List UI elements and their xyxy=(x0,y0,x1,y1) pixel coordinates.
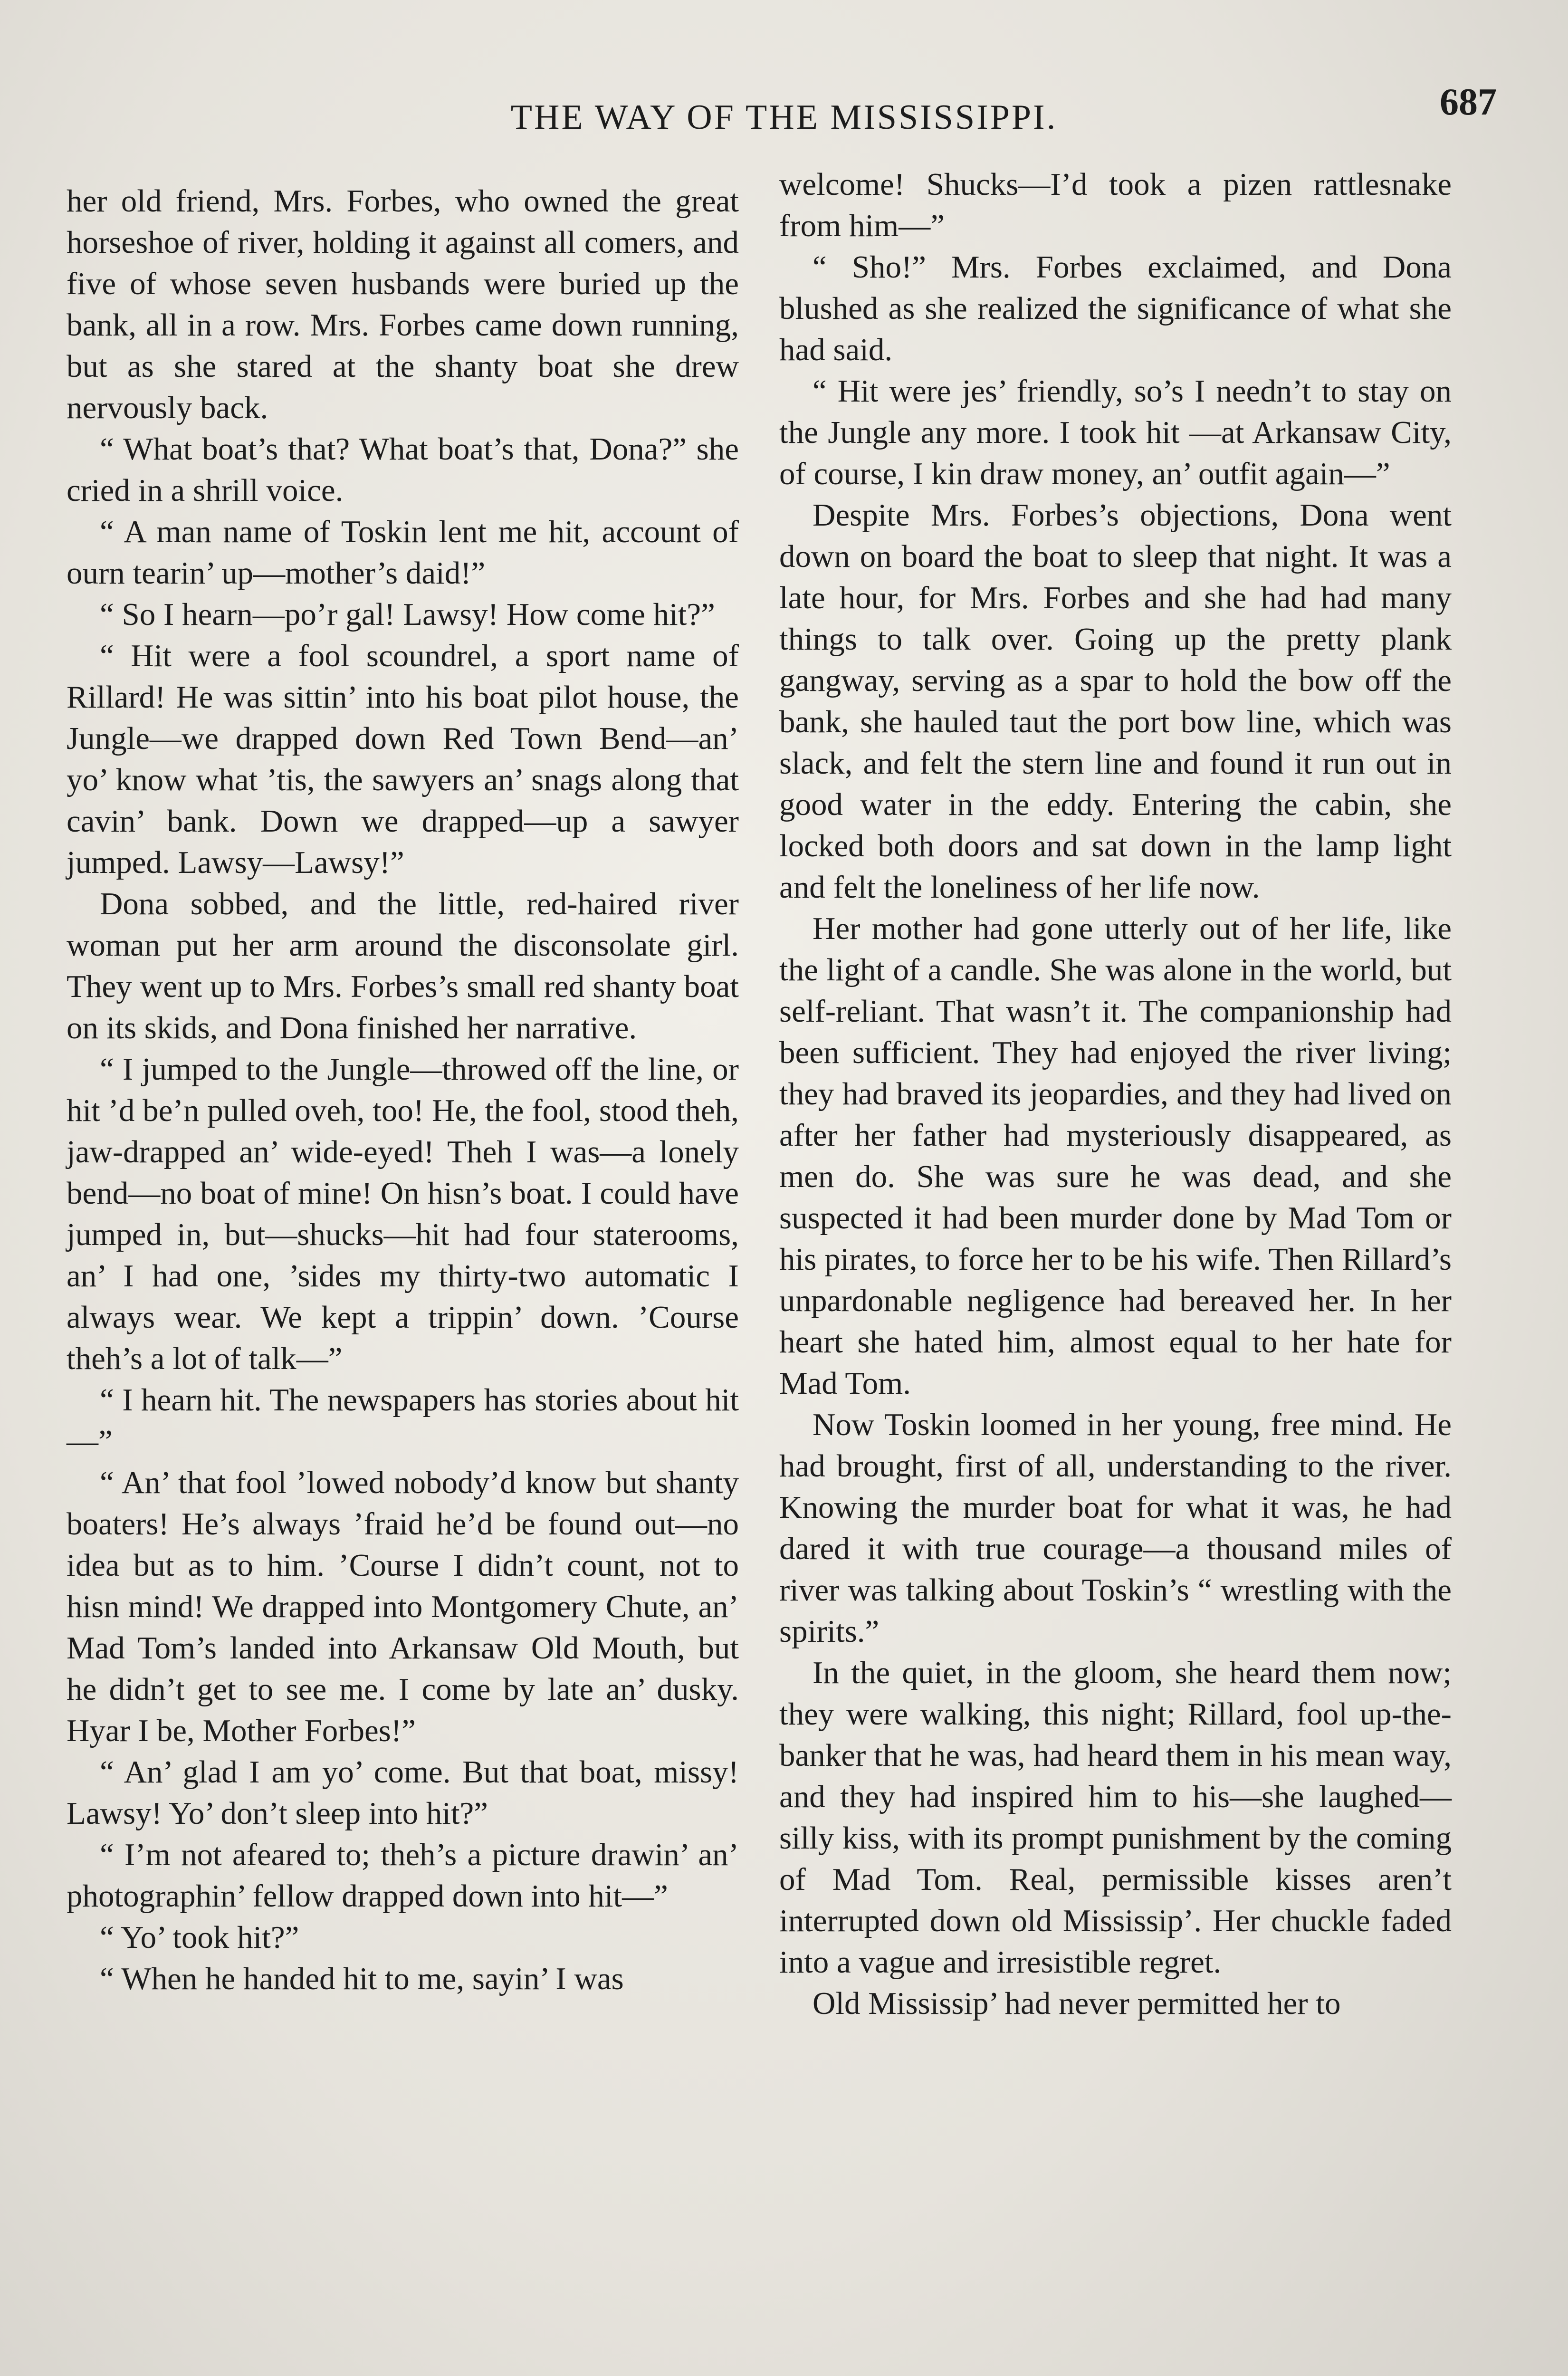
paragraph: In the quiet, in the gloom, she heard them now; they were walking, this night; Rillard, fool up-the-banker that he was, had heard them in his mean way, and they had inspired him to his—she laughed—silly kiss, with its prompt punishment by the coming of Mad Tom. Real, permissible kisses aren’t interrupted down old Mississip’. Her chuckle faded into a vague and irresistible regret. xyxy=(779,1655,1452,1980)
paragraph: “ An’ glad I am yo’ come. But that boat, missy! Lawsy! Yo’ don’t sleep into hit?” xyxy=(67,1754,739,1831)
paragraph: Old Mississip’ had never permitted her to xyxy=(813,1986,1341,2021)
paragraph: “ I’m not afeared to; theh’s a picture drawin’ an’ photographin’ fellow drapped down into hit—” xyxy=(67,1837,739,1914)
paragraph: Her mother had gone utterly out of her life, like the light of a candle. She was alone in the world, but self-reliant. That wasn’t it. The companionship had been sufficient. They had enjoyed the river living; they had braved its jeopardies, and they had lived on after her father had mysteriously disappeared, as men do. She was sure he was dead, and she suspected it had been murder done by Mad Tom or his pirates, to force her to be his wife. Then Rillard’s unpardonable negligence had bereaved her. In her heart she hated him, almost equal to her hate for Mad Tom. xyxy=(779,911,1452,1401)
paragraph: her old friend, Mrs. Forbes, who owned the great horseshoe of river, holding it against all comers, and five of whose seven husbands were buried up the bank, all in a row. Mrs. Forbes came down running, but as she stared at the shanty boat she drew nervously back. xyxy=(67,183,739,425)
paragraph: “ I jumped to the Jungle—throwed off the line, or hit ’d be’n pulled oveh, too! He, the fool, stood theh, jaw-drapped an’ wide-eyed! Theh I was—a lonely bend—no boat of mine! On hisn’s boat. I could have jumped in, but—shucks—hit had four staterooms, an’ I had one, ’sides my thirty-two automatic I always wear. We kept a trippin’ down. ’Course theh’s a lot of talk—” xyxy=(67,1052,739,1376)
paragraph: “ An’ that fool ’lowed nobody’d know but shanty boaters! He’s always ’fraid he’d be found out—no idea but as to him. ’Course I didn’t count, not to hisn mind! We drapped into Montgomery Chute, an’ Mad Tom’s landed into Arkansaw Old Mouth, but he didn’t get to see me. I come by late an’ dusky. Hyar I be, Mother Forbes!” xyxy=(67,1465,739,1748)
paragraph: “ Sho!” Mrs. Forbes exclaimed, and Dona blushed as she realized the significance of what she had said. xyxy=(779,249,1452,367)
paragraph: “ Yo’ took hit?” xyxy=(100,1920,299,1955)
right-column xyxy=(779,164,1452,2024)
left-column xyxy=(67,181,739,2000)
page-number: 687 xyxy=(1440,81,1497,123)
running-head: THE WAY OF THE MISSISSIPPI. xyxy=(510,98,1058,137)
paragraph: “ A man name of Toskin lent me hit, account of ourn tearin’ up—mother’s daid!” xyxy=(67,514,739,591)
paragraph: Now Toskin loomed in her young, free mind. He had brought, first of all, understanding to the river. Knowing the murder boat for what it was, he had dared it with true courage—a thousand miles of river was talking about Toskin’s “ wrestling with the spirits.” xyxy=(779,1407,1452,1649)
paragraph: welcome! Shucks—I’d took a pizen rattlesnake from him—” xyxy=(779,167,1452,243)
paragraph: Dona sobbed, and the little, red-haired river woman put her arm around the disconsolate girl. They went up to Mrs. Forbes’s small red shanty boat on its skids, and Dona finished her narrative. xyxy=(67,886,739,1045)
paragraph: “ What boat’s that? What boat’s that, Dona?” she cried in a shrill voice. xyxy=(67,431,739,508)
paragraph: “ Hit were a fool scoundrel, a sport name of Rillard! He was sittin’ into his boat pilot house, the Jungle—we drapped down Red Town Bend—an’ yo’ know what ’tis, the sawyers an’ snags along that cavin’ bank. Down we drapped—up a sawyer jumped. Lawsy—Lawsy!” xyxy=(67,638,739,880)
paragraph: “ When he handed hit to me, sayin’ I was xyxy=(100,1961,624,1996)
paragraph: Despite Mrs. Forbes’s objections, Dona went down on board the boat to sleep that night. It was a late hour, for Mrs. Forbes and she had had many things to talk over. Going up the pretty plank gangway, serving as a spar to hold the bow off the bank, she hauled taut the port bow line, which was slack, and felt the stern line and found it run out in good water in the eddy. Entering the cabin, she locked both doors and sat down in the lamp light and felt the loneliness of her life now. xyxy=(779,498,1452,905)
paragraph: “ So I hearn—po’r gal! Lawsy! How come hit?” xyxy=(100,597,715,632)
paragraph: “ I hearn hit. The newspapers has stories about hit—” xyxy=(67,1382,739,1459)
paragraph: “ Hit were jes’ friendly, so’s I needn’t to stay on the Jungle any more. I took hit —at Arkansaw City, of course, I kin draw money, an’ outfit again—” xyxy=(779,374,1452,491)
